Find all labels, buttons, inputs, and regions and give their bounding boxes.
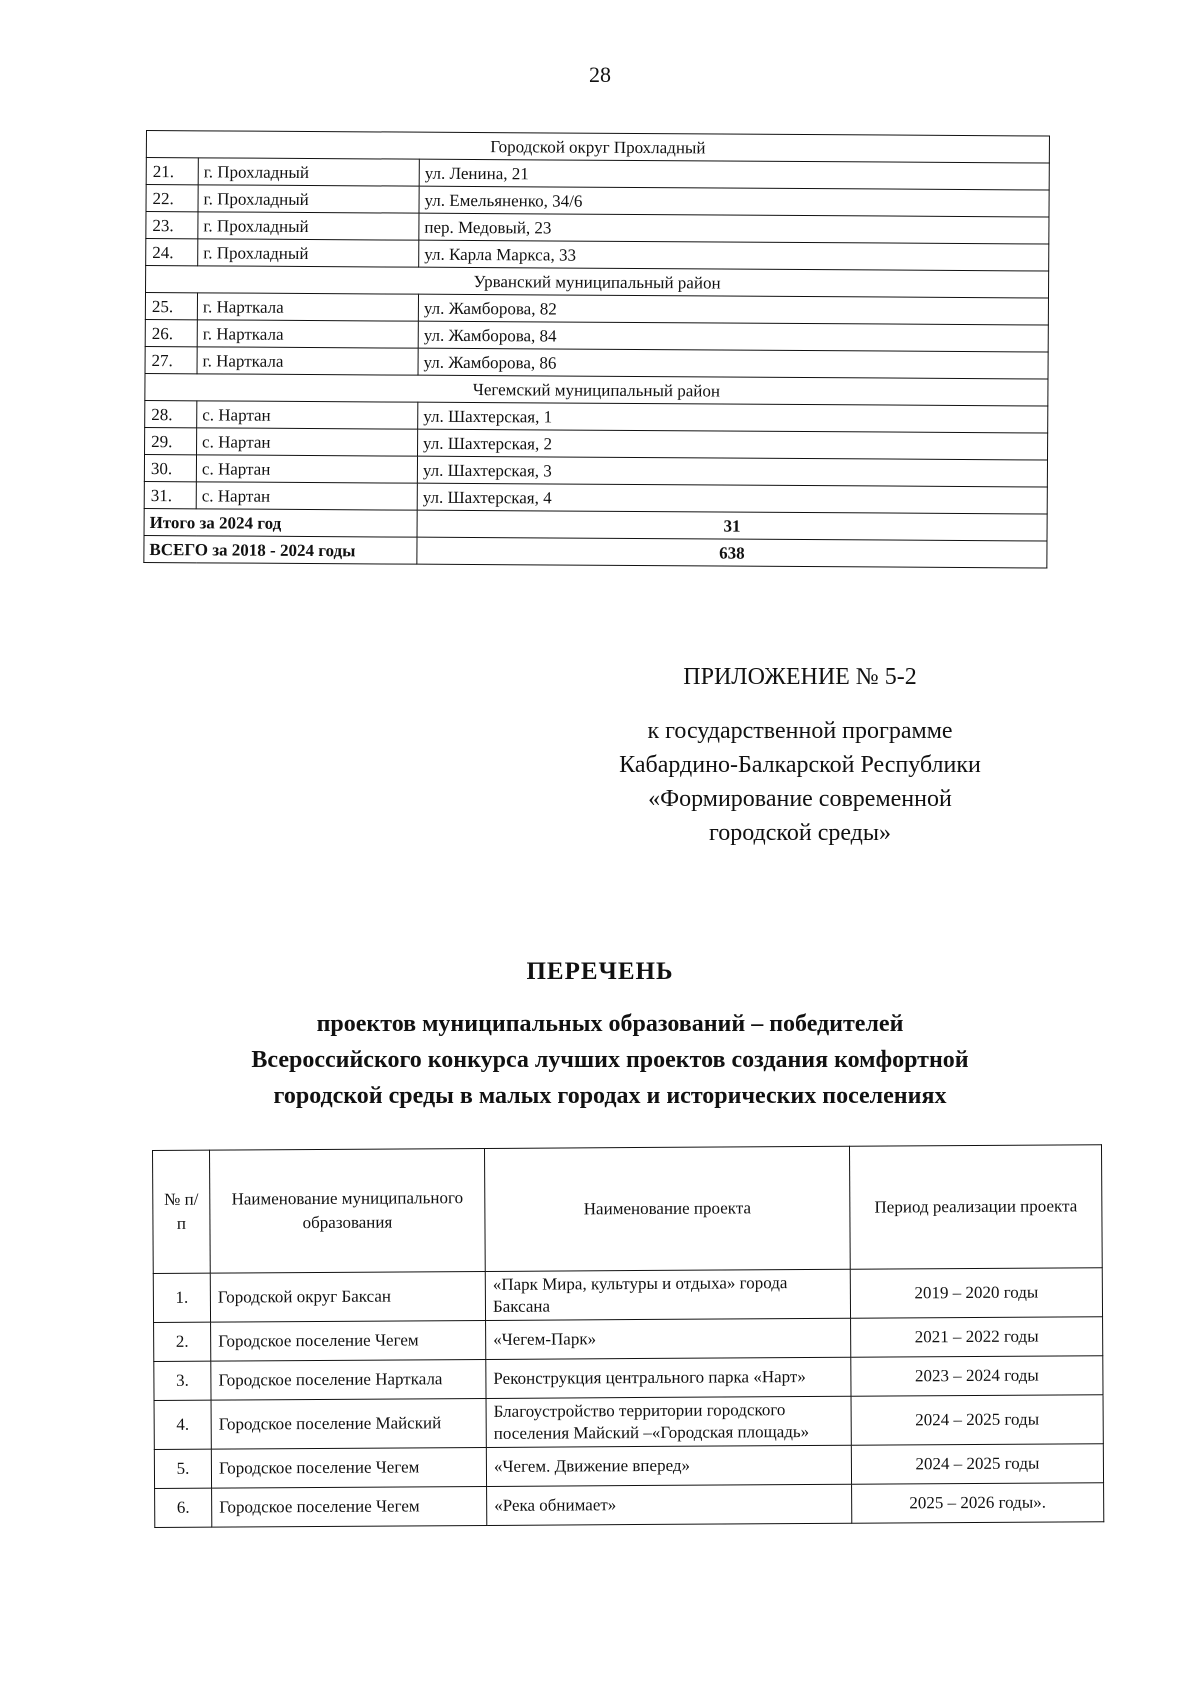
row-city: г. Прохладный: [198, 158, 419, 186]
project-period: 2025 – 2026 годы».: [852, 1483, 1104, 1524]
row-address: ул. Шахтерская, 1: [418, 402, 1048, 433]
row-number: 21.: [146, 158, 198, 185]
group-title: Чегемский муниципальный район: [145, 373, 1048, 406]
header-period: Период реализации проекта: [849, 1145, 1102, 1270]
row-city: г. Прохладный: [198, 239, 419, 267]
row-number: 24.: [146, 239, 198, 266]
header-num: № п/п: [153, 1150, 211, 1273]
project-number: 5.: [154, 1449, 211, 1488]
row-city: с. Нартан: [197, 428, 418, 456]
row-number: 31.: [144, 481, 196, 508]
project-period: 2023 – 2024 годы: [851, 1356, 1103, 1397]
project-period: 2024 – 2025 годы: [851, 1395, 1103, 1446]
project-row: [154, 1356, 1103, 1401]
row-city: с. Нартан: [196, 455, 417, 483]
row-address: ул. Жамборова, 84: [418, 321, 1048, 352]
project-row: [155, 1483, 1104, 1528]
row-address: ул. Шахтерская, 3: [417, 456, 1047, 487]
row-address: ул. Ленина, 21: [419, 159, 1049, 190]
row-number: 28.: [145, 400, 197, 427]
list-subtitle: [150, 1006, 1070, 1114]
row-number: 30.: [144, 454, 196, 481]
addresses-table: [143, 130, 1050, 569]
project-name: «Парк Мира, культуры и отдыха» города Баксана: [485, 1269, 850, 1320]
projects-table: [152, 1144, 1104, 1528]
project-row: [154, 1395, 1103, 1450]
list-subtitle-line: проектов муниципальных образований – победителей: [316, 1011, 904, 1037]
project-municipality: Городской округ Баксан: [210, 1271, 485, 1322]
total-label: Итого за 2024 год: [144, 508, 417, 537]
project-row: [154, 1444, 1103, 1489]
row-city: г. Нарткала: [197, 347, 418, 375]
row-address: ул. Карла Маркса, 33: [419, 240, 1049, 271]
total-value: 31: [417, 510, 1047, 541]
row-number: 25.: [145, 293, 197, 320]
project-period: 2021 – 2022 годы: [851, 1317, 1103, 1358]
row-number: 27.: [145, 346, 197, 373]
appendix-line: городской среды»: [708, 820, 892, 846]
row-address: пер. Медовый, 23: [419, 213, 1049, 244]
row-city: г. Нарткала: [197, 320, 418, 348]
page-number: 28: [589, 62, 611, 87]
header-municipality: Наименование муниципального образования: [210, 1148, 486, 1273]
row-city: г. Нарткала: [197, 293, 418, 321]
project-name: Благоустройство территории городского поселения Майский –«Городская площадь»: [486, 1396, 851, 1447]
group-title: Урванский муниципальный район: [146, 266, 1049, 299]
row-city: г. Прохладный: [198, 185, 419, 213]
row-city: с. Нартан: [197, 401, 418, 429]
project-number: 6.: [155, 1488, 212, 1527]
row-address: ул. Жамборова, 86: [418, 348, 1048, 379]
row-city: с. Нартан: [196, 482, 417, 510]
row-address: ул. Емельяненко, 34/6: [419, 186, 1049, 217]
list-subtitle-line: городской среды в малых городах и исторических поселениях: [273, 1083, 947, 1109]
project-period: 2024 – 2025 годы: [851, 1444, 1103, 1485]
project-number: 2.: [154, 1322, 211, 1361]
row-number: 29.: [145, 427, 197, 454]
row-number: 23.: [146, 212, 198, 239]
project-name: «Река обнимает»: [487, 1484, 852, 1525]
project-municipality: Городское поселение Чегем: [211, 1320, 486, 1361]
row-city: г. Прохладный: [198, 212, 419, 240]
row-number: 26.: [145, 319, 197, 346]
list-title: ПЕРЕЧЕНЬ: [526, 958, 674, 985]
projects-header-row: [153, 1145, 1103, 1274]
project-municipality: Городское поселение Чегем: [212, 1486, 487, 1527]
project-period: 2019 – 2020 годы: [850, 1268, 1102, 1319]
appendix-heading: [560, 660, 1040, 850]
row-address: ул. Шахтерская, 4: [417, 483, 1047, 514]
project-number: 1.: [153, 1273, 210, 1322]
appendix-line: «Формирование современной: [648, 786, 952, 812]
project-number: 4.: [154, 1400, 211, 1449]
project-number: 3.: [154, 1361, 211, 1400]
header-project: Наименование проекта: [484, 1146, 850, 1271]
project-row: [154, 1317, 1103, 1362]
project-municipality: Городское поселение Нарткала: [211, 1359, 486, 1400]
total-row: [144, 535, 1047, 568]
total-value: 638: [417, 537, 1047, 568]
group-title: Городской округ Прохладный: [146, 131, 1049, 164]
appendix-line: к государственной программе: [647, 718, 953, 744]
row-address: ул. Жамборова, 82: [418, 294, 1048, 325]
project-name: Реконструкция центрального парка «Нарт»: [486, 1357, 851, 1398]
project-name: «Чегем. Движение вперед»: [486, 1445, 851, 1486]
project-municipality: Городское поселение Майский: [211, 1398, 486, 1449]
appendix-title: ПРИЛОЖЕНИЕ № 5-2: [683, 664, 917, 690]
list-subtitle-line: Всероссийского конкурса лучших проектов создания комфортной: [251, 1047, 969, 1073]
total-label: ВСЕГО за 2018 - 2024 годы: [144, 535, 417, 564]
row-number: 22.: [146, 185, 198, 212]
project-row: [153, 1268, 1102, 1323]
appendix-line: Кабардино-Балкарской Республики: [619, 752, 981, 778]
project-municipality: Городское поселение Чегем: [211, 1447, 486, 1488]
project-name: «Чегем-Парк»: [486, 1318, 851, 1359]
row-address: ул. Шахтерская, 2: [418, 429, 1048, 460]
